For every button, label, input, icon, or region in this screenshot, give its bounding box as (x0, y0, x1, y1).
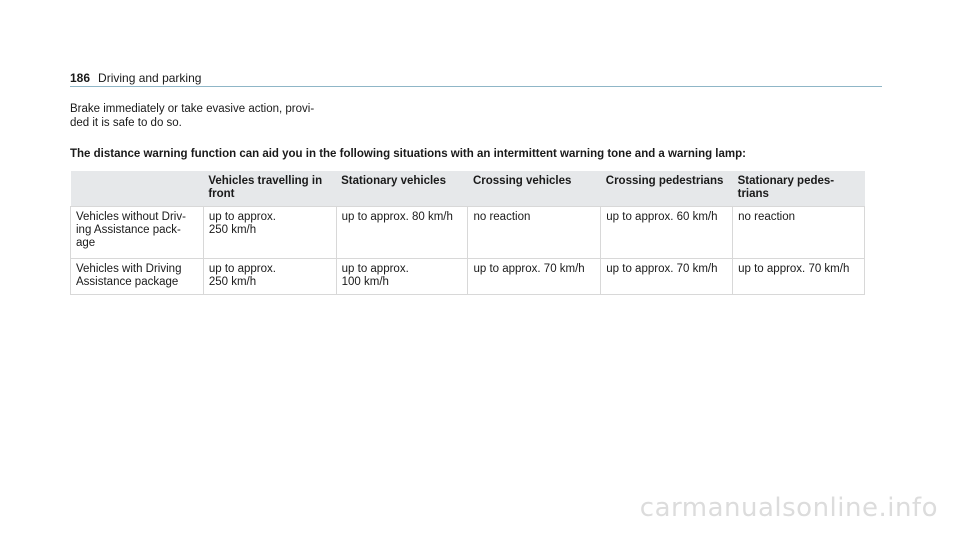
watermark: carmanualsonline.info (639, 493, 938, 523)
table-cell: up to approx. 250 km/h (203, 207, 336, 259)
section-title: Driving and parking (98, 71, 202, 85)
table-cell: up to approx. 60 km/h (601, 207, 733, 259)
header-cell-stationary-vehicles: Stationary vehicles (336, 171, 468, 207)
table-cell: up to approx. 70 km/h (468, 259, 601, 295)
table-row (71, 259, 865, 295)
table-cell: up to approx. 250 km/h (203, 259, 336, 295)
table-cell: Vehicles without Driv- ing Assistance pack- age (71, 207, 204, 259)
table-cell: no reaction (733, 207, 865, 259)
header-cell-crossing-pedestrians: Crossing pedestrians (601, 171, 733, 207)
header-cell-crossing-vehicles: Crossing vehicles (468, 171, 601, 207)
distance-warning-table (70, 171, 865, 295)
table-cell: up to approx. 80 km/h (336, 207, 468, 259)
page-header (70, 71, 201, 85)
header-cell-blank (71, 171, 204, 207)
header-cell-stationary-pedestrians: Stationary pedes- trians (733, 171, 865, 207)
table-heading: The distance warning function can aid you in the following situations with an intermittent warning tone and a warning lamp: (70, 148, 746, 160)
table-cell: up to approx. 70 km/h (601, 259, 733, 295)
table-cell: Vehicles with Driving Assistance package (71, 259, 204, 295)
table-row (71, 207, 865, 259)
table-cell: no reaction (468, 207, 601, 259)
header-divider (70, 86, 882, 87)
table-cell: up to approx. 70 km/h (733, 259, 865, 295)
table-header-row (71, 171, 865, 207)
table-cell: up to approx. 100 km/h (336, 259, 468, 295)
page-number: 186 (70, 71, 91, 85)
intro-paragraph: Brake immediately or take evasive action, provi- ded it is safe to do so. (70, 103, 315, 129)
header-cell-vehicles-front: Vehicles travelling in front (203, 171, 336, 207)
